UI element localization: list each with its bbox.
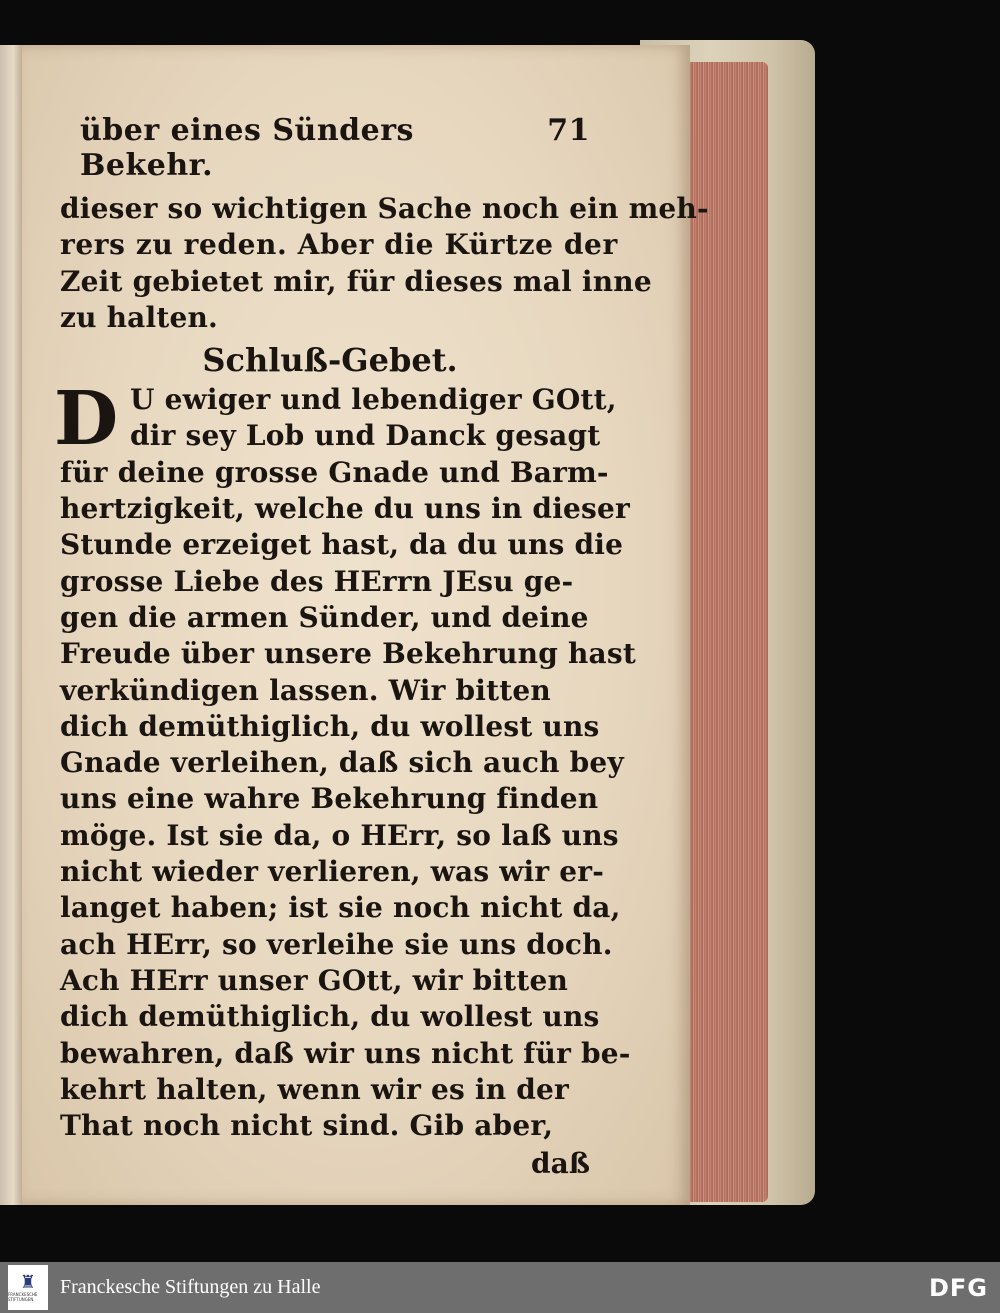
institution-logo[interactable] [8,1265,48,1310]
text-line: dieser so wichtigen Sache noch ein meh- [60,192,709,225]
drop-cap-paragraph [54,376,617,463]
text-block [54,113,709,1184]
text-line: möge. Ist sie da, o HErr, so laß uns [60,818,619,852]
text-line: rers zu reden. Aber die Kürtze der [60,228,618,262]
logo-text: FRANCKESCHE STIFTUNGEN [8,1291,38,1302]
text-line: nicht wieder verlieren, was wir er- [60,855,605,889]
text-line: Zeit gebietet mir, für dieses mal inne [60,264,652,298]
text-line: grosse Liebe des HErrn JEsu ge- [60,564,574,598]
text-line: dir sey Lob und Danck gesagt [130,419,601,453]
left-page-edge [0,45,24,1205]
running-header [80,113,590,183]
text-line: zu halten. [60,300,218,334]
text-line: kehrt halten, wenn wir es in der [60,1072,569,1106]
institution-name: Franckesche Stiftungen zu Halle [60,1276,321,1298]
text-line: Stunde erzeiget hast, da du uns die [60,528,624,562]
dfg-logo[interactable]: DFG [928,1274,988,1302]
page-number: 71 [547,113,590,148]
text-line: langet haben; ist sie noch nicht da, [60,891,621,925]
footer-bar [0,1262,1000,1313]
text-line: bewahren, daß wir uns nicht für be- [60,1036,631,1070]
text-line: dich demüthiglich, du wollest uns [60,1000,600,1034]
text-line: U ewiger und lebendiger GOtt, [130,383,617,417]
running-head: über eines Sünders Bekehr. [80,113,414,183]
text-line: gen die armen Sünder, und deine [60,600,589,634]
drop-cap: D [54,376,119,463]
text-line: Gnade verleihen, daß sich auch bey [60,746,624,780]
orphanage-icon: ♜ [19,1271,37,1293]
text-line: für deine grosse Gnade und Barm- [60,455,609,489]
section-heading: Schluß-Gebet. [202,341,458,380]
text-line: hertzigkeit, welche du uns in dieser [60,492,630,526]
text-line: uns eine wahre Bekehrung finden [60,782,599,816]
text-line: ach HErr, so verleihe sie uns doch. [60,927,613,961]
text-line: Ach HErr unser GOtt, wir bitten [60,963,569,997]
text-line: That noch nicht sind. Gib aber, [60,1109,554,1143]
text-line: Freude über unsere Bekehrung hast [60,637,636,671]
text-line: dich demüthiglich, du wollest uns [60,709,600,743]
catchword: daß [531,1147,590,1181]
book-page [22,45,709,1205]
text-line: verkündigen lassen. Wir bitten [60,673,551,707]
